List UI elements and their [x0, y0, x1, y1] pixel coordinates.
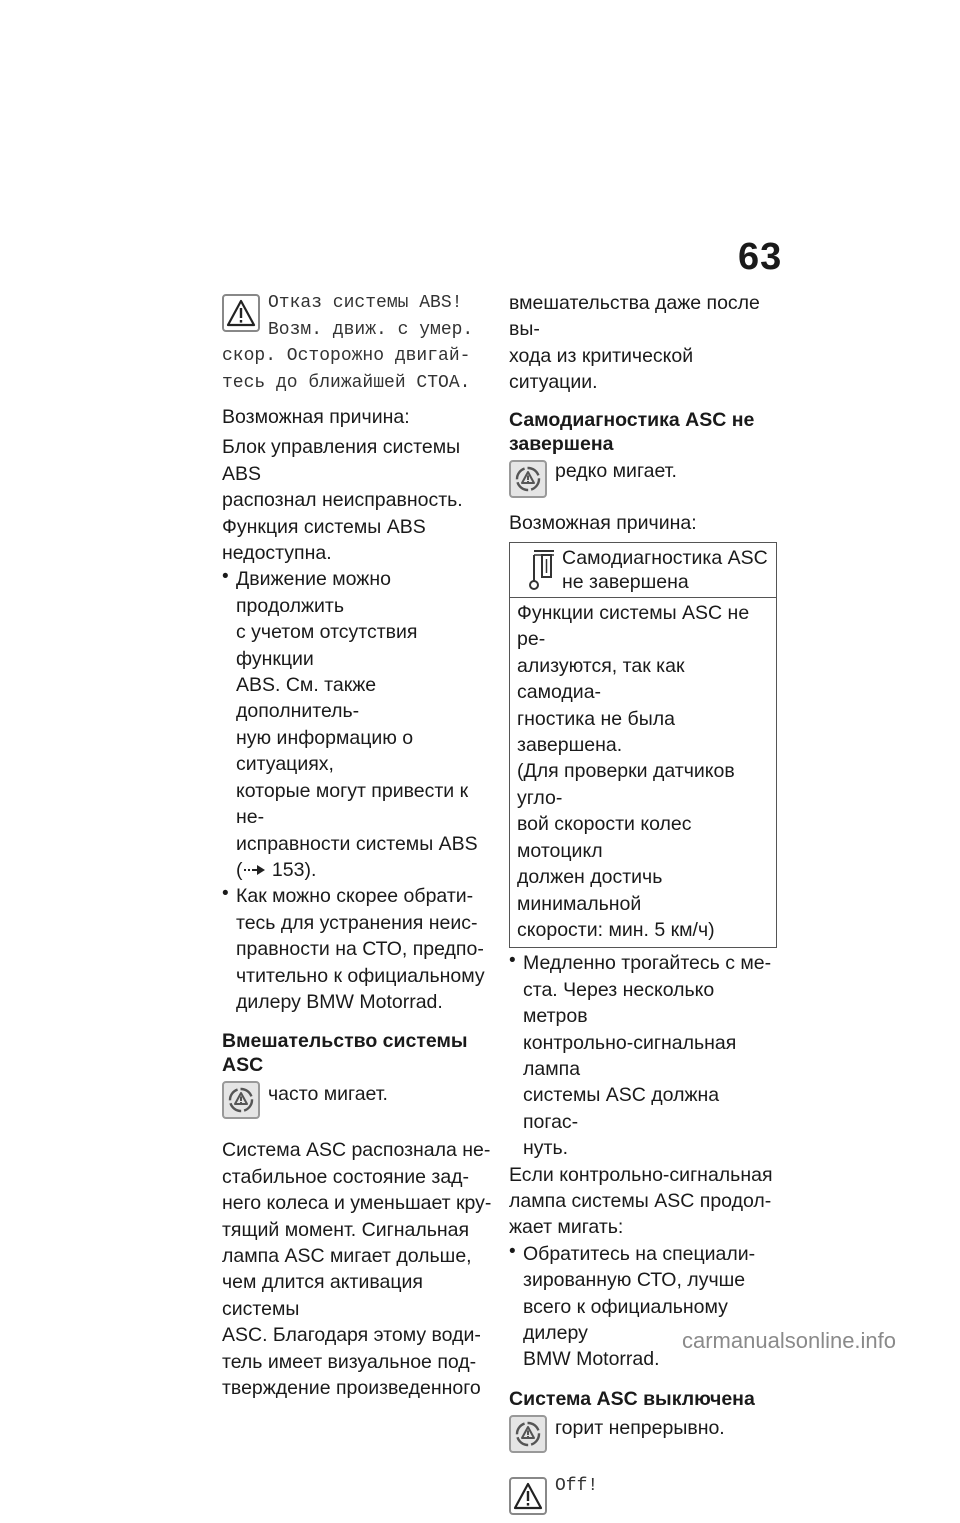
text-line: • Медленно трогайтесь с ме- — [523, 952, 772, 975]
text-line: ABS. См. также дополнитель- — [236, 674, 377, 723]
page-reference-number: 153). — [271, 858, 317, 881]
heading-line: Вмешательство системы — [222, 1030, 468, 1053]
text-line: ста. Через несколько метров — [523, 978, 715, 1028]
text-line: ализуются, так как самодиа- — [517, 654, 685, 704]
text-line: нуть. — [523, 1137, 569, 1160]
abs-warning-block — [222, 290, 492, 396]
bullet-item — [222, 883, 492, 1015]
text-line: (Для проверки датчиков угло- — [517, 760, 735, 809]
condition-table-title-line2: не завершена — [562, 571, 689, 594]
text-line: распознал неисправность. — [222, 489, 463, 512]
text-line: • Обратитесь на специали- — [523, 1242, 756, 1265]
condition-table — [509, 542, 777, 948]
text-line: скорости: мин. 5 км/ч) — [517, 918, 715, 941]
bullet-item — [222, 566, 492, 883]
text-line: Если контрольно-сигнальная — [509, 1163, 773, 1186]
off-display-row — [509, 1473, 779, 1523]
asc-description-continued — [509, 290, 779, 396]
heading-line: Самодиагностика ASC не — [509, 408, 755, 431]
condition-table-title-line1: Самодиагностика ASC — [562, 547, 768, 570]
text-line: дилеру BMW Motorrad. — [236, 990, 443, 1013]
text-line: ную информацию о ситуациях, — [236, 726, 414, 776]
section-heading — [509, 408, 779, 456]
text-line: вмешательства даже после вы- — [509, 292, 760, 341]
sensor-icon — [520, 545, 560, 595]
text-line: лампа системы ASC продол- — [509, 1189, 772, 1212]
left-column — [222, 290, 492, 1401]
text-line: BMW Motorrad. — [523, 1348, 660, 1371]
text-line: Функции системы ASC не ре- — [517, 602, 750, 651]
asc-lamp-icon — [222, 1081, 260, 1119]
cause-label: Возможная причина: — [509, 511, 697, 534]
if-still-blinking-text — [509, 1162, 779, 1241]
text-line: тящий момент. Сигнальная — [222, 1218, 470, 1241]
text-line: него колеса и уменьшает кру- — [222, 1192, 492, 1215]
text-line: контрольно-сигнальная лампа — [523, 1031, 737, 1080]
condition-table-body — [510, 598, 776, 947]
text-line: исправности системы ABS — [236, 832, 478, 855]
text-line: правности на СТО, предпо- — [236, 938, 484, 961]
text-line: всего к официальному дилеру — [523, 1295, 728, 1344]
text-line: гностика не была завершена. — [517, 707, 675, 757]
section-heading: Система ASC выключена — [509, 1387, 755, 1410]
asc-blink-status: часто мигает. — [268, 1083, 388, 1106]
abs-cause-text — [222, 434, 492, 566]
diag-blink-row — [509, 458, 779, 504]
abs-warning-line2: Возм. движ. с умер. — [268, 319, 474, 340]
condition-table-header — [510, 543, 776, 598]
text-line: стабильное состояние зад- — [222, 1165, 470, 1188]
heading-line: завершена — [509, 432, 614, 455]
section-heading — [222, 1029, 492, 1077]
abs-warning-line1: Отказ системы ABS! — [268, 293, 463, 313]
off-display-text: Off! — [555, 1475, 599, 1496]
text-line: хода из критической ситуации. — [509, 344, 694, 394]
text-line: • Как можно скорее обрати- — [236, 885, 474, 908]
text-line: Блок управления системы ABS — [222, 436, 461, 485]
asc-lamp-icon — [509, 460, 547, 498]
page-number: 63 — [738, 236, 783, 278]
watermark: carmanualsonline.info — [682, 1328, 897, 1353]
asc-lamp-icon — [509, 1415, 547, 1453]
text-line: с учетом отсутствия функции — [236, 621, 418, 670]
text-line: лампа ASC мигает дольше, — [222, 1244, 472, 1267]
text-line: чем длится активация системы — [222, 1271, 423, 1320]
text-line: чтительно к официальному — [236, 964, 485, 987]
text-line: ASC. Благодаря этому води- — [222, 1324, 481, 1347]
text-line: жает мигать: — [509, 1216, 624, 1239]
warning-triangle-icon — [509, 1477, 547, 1515]
arrow-right-icon — [243, 863, 267, 877]
asc-blink-row — [222, 1079, 492, 1129]
abs-warning-line4: тесь до ближайшей СТОА. — [222, 372, 471, 393]
diag-blink-status: редко мигает. — [555, 459, 677, 482]
text-line: зированную СТО, лучше — [523, 1269, 746, 1292]
asc-off-status: горит непрерывно. — [555, 1416, 725, 1439]
heading-line: ASC — [222, 1054, 264, 1077]
text-line: вой скорости колес мотоцикл — [517, 813, 692, 862]
asc-off-row — [509, 1415, 779, 1463]
abs-warning-line3: скор. Осторожно двигай- — [222, 346, 471, 366]
text-line: тесь для устранения неис- — [236, 911, 478, 934]
text-line: системы ASC должна погас- — [523, 1084, 720, 1133]
cause-label: Возможная причина: — [222, 406, 410, 428]
text-line: которые могут привести к не- — [236, 779, 469, 829]
text-line: тверждение произведенного — [222, 1377, 481, 1399]
text-line: Функция системы ABS — [222, 515, 426, 538]
bullet-item — [509, 950, 779, 1161]
text-line: должен достичь минимальной — [517, 866, 663, 915]
text-line: недоступна. — [222, 542, 332, 565]
text-line: Система ASC распознала не- — [222, 1139, 491, 1162]
text-line: тель имеет визуальное под- — [222, 1350, 477, 1373]
text-line: • Движение можно продолжить — [236, 568, 391, 617]
warning-triangle-icon — [222, 294, 260, 332]
page-reference[interactable]: ( 153). — [236, 858, 317, 881]
